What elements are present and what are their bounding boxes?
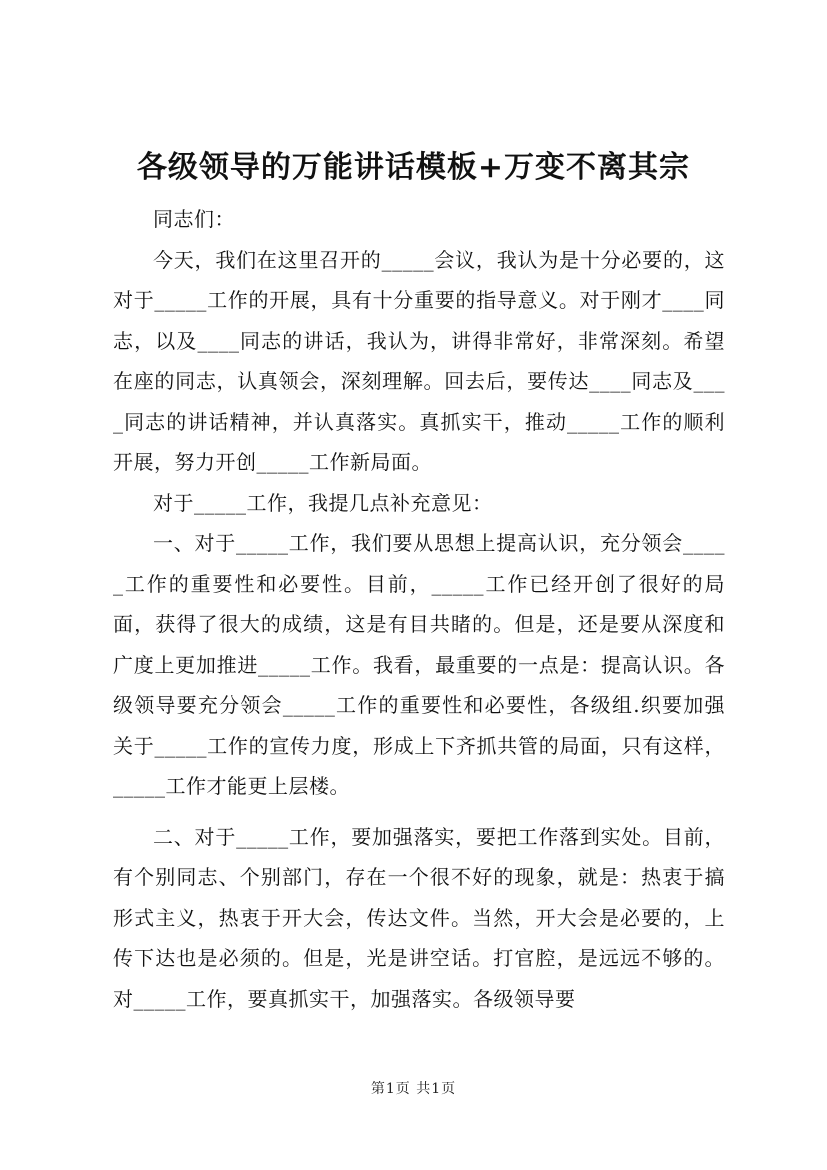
salutation: 同志们： xyxy=(153,207,235,231)
paragraph-intro-points: 对于_____工作，我提几点补充意见： xyxy=(153,490,493,515)
paragraph-spacer xyxy=(113,807,725,817)
paragraph-point-one: 一、对于_____工作，我们要从思想上提高认识，充分领会_____工作的重要性和必要性。目前，_____工作已经开创了很好的局面，获得了很大的成绩，这是有目共睹的。但是，还是要从深度和广度上更加推进_____工作。我看，最重要的一点是：提高认识。各级领导要充分领会_____工作的重要性和必要性，各级组.织要加强关于_____工作的宣传力度，形成上下齐抓共管的局面，只有这样，_____工作才能更上层楼。 xyxy=(113,531,725,798)
document-title: 各级领导的万能讲话模板+万变不离其宗 xyxy=(136,150,691,185)
page-footer: 第1页 共1页 xyxy=(370,1081,457,1097)
document-body xyxy=(113,199,725,1019)
paragraph-point-two: 二、对于_____工作，要加强落实，要把工作落到实处。目前，有个别同志、个别部门，存在一个很不好的现象，就是：热衷于搞形式主义，热衷于开大会，传达文件。当然，开大会是必要的，上传下达也是必须的。但是，光是讲空话。打官腔，是远远不够的。对_____工作，要真抓实干，加强落实。各级领导要 xyxy=(113,824,725,1011)
paragraph-opening: 今天，我们在这里召开的_____会议，我认为是十分必要的，这对于_____工作的开展，具有十分重要的指导意义。对于刚才____同志，以及____同志的讲话，我认为，讲得非常好，非常深刻。希望在座的同志，认真领会，深刻理解。回去后，要传达____同志及____同志的讲话精神，并认真落实。真抓实干，推动_____工作的顺利开展，努力开创_____工作新局面。 xyxy=(113,247,725,474)
